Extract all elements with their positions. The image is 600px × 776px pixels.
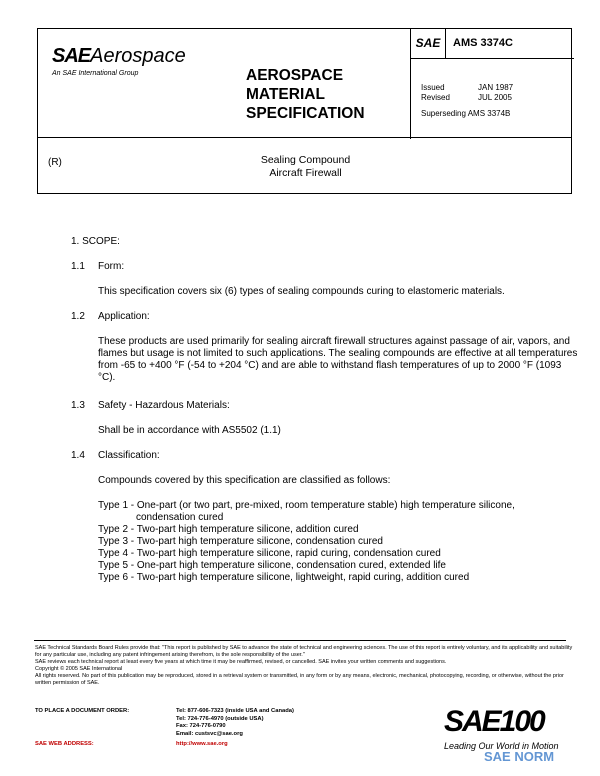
footer-review: SAE reviews each technical report at least every five years at which time it may be reaffirmed, revised, or cancelled. SAE invites your written comments and suggestions. xyxy=(35,659,447,665)
revised-label: Revised xyxy=(421,93,450,102)
subject-box xyxy=(37,138,572,194)
issued-value: JAN 1987 xyxy=(478,83,514,92)
logo-subtitle: An SAE International Group xyxy=(52,70,139,77)
subject-title-line1: Sealing Compound xyxy=(260,154,351,166)
revised-value: JUL 2005 xyxy=(478,93,512,102)
section-1-4-text: Compounds covered by this specification are classified as follows: xyxy=(98,475,391,486)
web-address-link[interactable]: http://www.sae.org xyxy=(176,741,228,747)
section-1-3-text: Shall be in accordance with AS5502 (1.1) xyxy=(98,425,281,436)
classification-list xyxy=(98,500,578,584)
sae100-tagline: Leading Our World in Motion xyxy=(444,741,559,751)
sae-aerospace-logo: SAEAerospace xyxy=(52,45,186,67)
type-1-line-a: Type 1 - One-part (or two part, pre-mixed, room temperature stable) high temperature silicone, xyxy=(98,500,515,511)
type-1-line-b: condensation cured xyxy=(136,512,224,523)
spec-info-cell xyxy=(410,29,573,139)
footer-divider xyxy=(34,640,566,641)
document-header xyxy=(37,28,572,138)
document-number: AMS 3374C xyxy=(446,29,574,59)
type-6: Type 6 - Two-part high temperature silicone, lightweight, rapid curing, addition cured xyxy=(98,572,470,583)
type-2: Type 2 - Two-part high temperature silicone, addition cured xyxy=(98,524,359,535)
title-cell xyxy=(236,29,410,139)
section-scope-heading: 1. SCOPE: xyxy=(71,236,120,247)
section-1-2-title: Application: xyxy=(98,311,150,322)
footer-legal xyxy=(35,645,575,687)
issue-dates xyxy=(421,83,513,103)
type-5: Type 5 - One-part high temperature silicone, condensation cured, extended life xyxy=(98,560,446,571)
sae-norm-watermark: SAE NORM xyxy=(484,749,555,764)
logo-cell xyxy=(38,29,236,139)
section-1-1-title: Form: xyxy=(98,261,125,272)
sae100-mark: SAE100 xyxy=(444,705,544,738)
sae100-logo xyxy=(444,705,574,765)
footer-copyright: Copyright © 2005 SAE International xyxy=(35,666,123,672)
revision-mark: (R) xyxy=(48,157,62,168)
section-1-1-text: This specification covers six (6) types of sealing compounds curing to elastomeric materials. xyxy=(98,286,505,297)
footer-rules: SAE Technical Standards Board Rules provide that: "This report is published by SAE to advance the state of technical and engineering sciences. The use of this report is entirely voluntary, and its applicability and suitability for any particular use, including any patent infringement arising therefrom, is the sole responsibility of the user." xyxy=(35,645,573,658)
subject-title-line2: Aircraft Firewall xyxy=(269,167,342,179)
section-1-2-number: 1.2 xyxy=(71,311,85,322)
document-type-title: AEROSPACE MATERIAL SPECIFICATION xyxy=(246,67,365,122)
type-3: Type 3 - Two-part high temperature silicone, condensation cured xyxy=(98,536,383,547)
order-values xyxy=(176,708,294,738)
section-1-3-title: Safety - Hazardous Materials: xyxy=(98,400,230,411)
email-link[interactable]: Email: custsvc@sae.org xyxy=(176,730,243,737)
tel-outside: Tel: 724-776-4970 (outside USA) xyxy=(176,715,264,722)
mini-sae-logo: SAE xyxy=(411,29,446,59)
section-1-2-text: These products are used primarily for sealing aircraft firewall structures against passage of air, vapors, and flames but usage is not limited to such applications. The sealing compounds are effective at all temperatures from -65 to +400 °F (-54 to +204 °C) and are able to withstand flash temperatures of up to 2000 °F (1093 °C). xyxy=(98,336,578,383)
subject-title xyxy=(38,154,573,180)
type-4: Type 4 - Two-part high temperature silicone, rapid curing, condensation cured xyxy=(98,548,441,559)
section-1-3-number: 1.3 xyxy=(71,400,85,411)
web-address-label: SAE WEB ADDRESS: xyxy=(35,741,94,747)
section-1-4-title: Classification: xyxy=(98,450,160,461)
fax: Fax: 724-776-0790 xyxy=(176,723,226,729)
section-1-4-number: 1.4 xyxy=(71,450,85,461)
tel-inside: Tel: 877-606-7323 (inside USA and Canada) xyxy=(176,708,294,714)
footer-rights: All rights reserved. No part of this publication may be reproduced, stored in a retrieval system or transmitted, in any form or by any means, electronic, mechanical, photocopying, recording, or otherwise, without the prior written permission of SAE. xyxy=(35,673,564,686)
order-label: TO PLACE A DOCUMENT ORDER: xyxy=(35,708,130,714)
issued-label: Issued xyxy=(421,83,445,92)
superseding-note: Superseding AMS 3374B xyxy=(421,109,511,118)
section-1-1-number: 1.1 xyxy=(71,261,85,272)
